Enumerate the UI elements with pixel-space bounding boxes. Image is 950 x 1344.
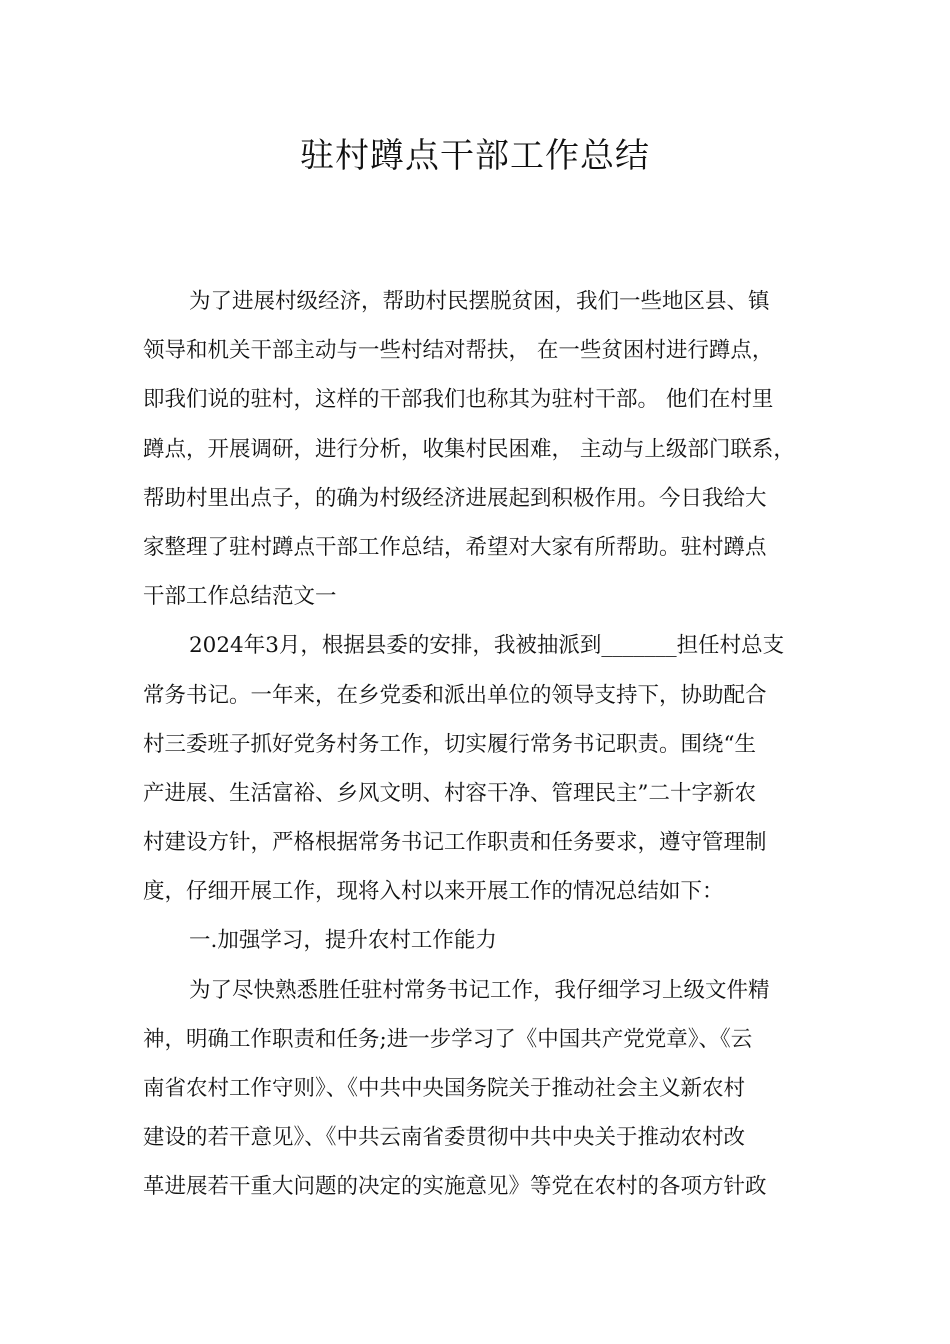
- body-line: 村三委班子抓好党务村务工作，切实履行常务书记职责。围绕“生: [143, 731, 756, 757]
- body-line: 领导和机关干部主动与一些村结对帮扶， 在一些贫困村进行蹲点，: [143, 338, 774, 364]
- body-line: 南省农村工作守则》、《中共中央国务院关于推动社会主义新农村: [143, 1076, 746, 1101]
- body-line: 建设的若干意见》、《中共云南省委贯彻中共中央关于推动农村改: [143, 1125, 746, 1151]
- body-line: 一.加强学习，提升农村工作能力: [189, 928, 497, 954]
- body-line: 为了进展村级经济，帮助村民摆脱贫困，我们一些地区县、镇: [189, 289, 770, 314]
- body-line: 产进展、生活富裕、乡风文明、村容干净、管理民主”二十字新农: [143, 780, 756, 806]
- body-line: 蹲点，开展调研，进行分析，收集村民困难， 主动与上级部门联系，: [143, 436, 795, 462]
- body-line: 2024年3月，根据县委的安排，我被抽派到_______担任村总支: [189, 633, 785, 659]
- body-line: 帮助村里出点子，的确为村级经济进展起到积极作用。今日我给大: [143, 485, 767, 511]
- body-line: 家整理了驻村蹲点干部工作总结，希望对大家有所帮助。驻村蹲点: [143, 534, 767, 560]
- body-line: 即我们说的驻村，这样的干部我们也称其为驻村干部。 他们在村里: [143, 387, 774, 413]
- body-line: 村建设方针，严格根据常务书记工作职责和任务要求，遵守管理制: [143, 830, 767, 856]
- body-line: 革进展若干重大问题的决定的实施意见》等党在农村的各项方针政: [143, 1174, 767, 1200]
- body-line: 常务书记。一年来，在乡党委和派出单位的领导支持下，协助配合: [143, 682, 767, 708]
- document-body: [143, 282, 815, 1217]
- body-line: 度，仔细开展工作，现将入村以来开展工作的情况总结如下：: [143, 879, 724, 905]
- body-line: 干部工作总结范文一: [143, 584, 337, 610]
- body-line: 为了尽快熟悉胜任驻村常务书记工作，我仔细学习上级文件精: [189, 977, 770, 1003]
- body-line: 神，明确工作职责和任务;进一步学习了《中国共产党党章》、《云: [143, 1026, 753, 1052]
- document-title: 驻村蹲点干部工作总结: [300, 136, 650, 176]
